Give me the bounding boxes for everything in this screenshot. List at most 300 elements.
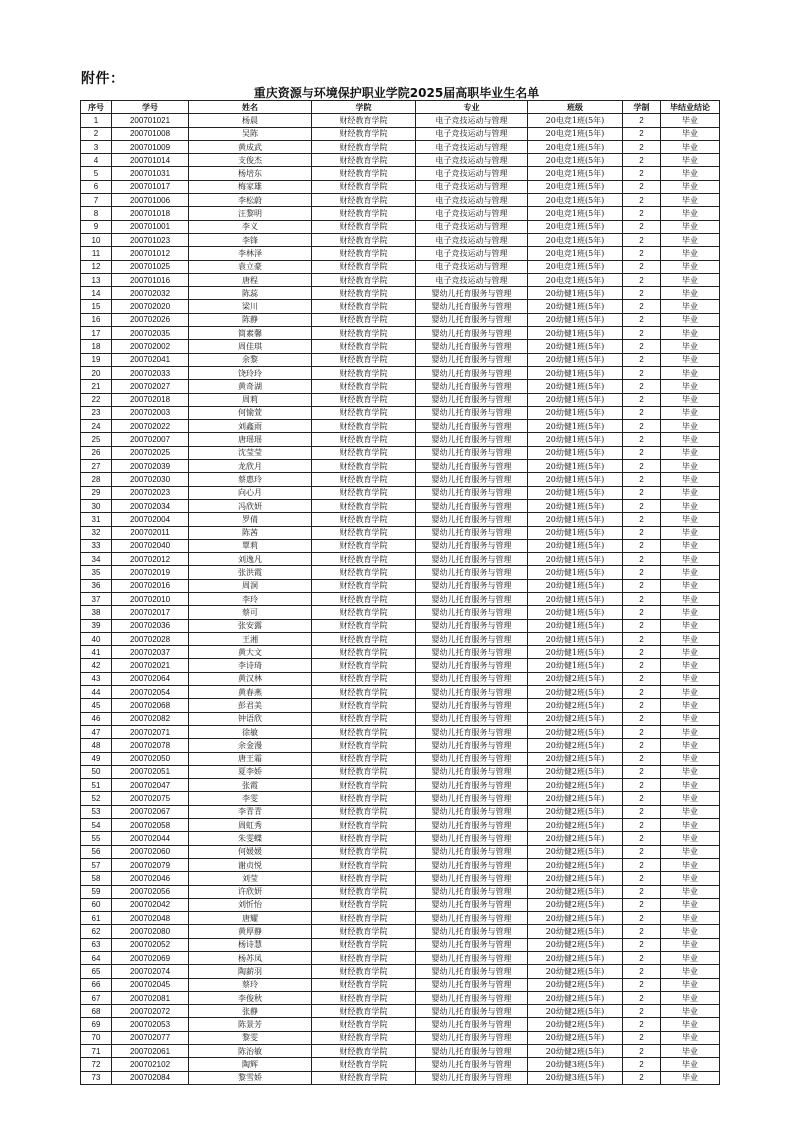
cell-name: 张霞	[189, 779, 312, 792]
cell-no: 48	[81, 739, 112, 752]
cell-student-id: 200702007	[112, 433, 189, 446]
cell-college: 财经教育学院	[312, 619, 416, 632]
cell-college: 财经教育学院	[312, 952, 416, 965]
table-row	[81, 819, 720, 832]
cell-major: 婴幼儿托育服务与管理	[416, 1071, 528, 1084]
cell-major: 婴幼儿托育服务与管理	[416, 912, 528, 925]
cell-no: 18	[81, 340, 112, 353]
table-row	[81, 592, 720, 605]
cell-student-id: 200701006	[112, 194, 189, 207]
table-row	[81, 712, 720, 725]
cell-major: 婴幼儿托育服务与管理	[416, 925, 528, 938]
cell-name: 支俊杰	[189, 154, 312, 167]
table-row	[81, 1018, 720, 1031]
cell-no: 36	[81, 579, 112, 592]
cell-conclusion: 毕业	[661, 167, 720, 180]
cell-no: 5	[81, 167, 112, 180]
cell-no: 45	[81, 699, 112, 712]
cell-term: 2	[623, 978, 661, 991]
cell-student-id: 200702051	[112, 765, 189, 778]
cell-major: 婴幼儿托育服务与管理	[416, 938, 528, 951]
table-row	[81, 699, 720, 712]
cell-term: 2	[623, 154, 661, 167]
cell-term: 2	[623, 1018, 661, 1031]
cell-class: 20幼健2班(5年)	[528, 1018, 623, 1031]
cell-college: 财经教育学院	[312, 260, 416, 273]
col-header-student-id: 学号	[112, 101, 189, 114]
cell-student-id: 200701014	[112, 154, 189, 167]
cell-term: 2	[623, 180, 661, 193]
cell-conclusion: 毕业	[661, 925, 720, 938]
table-row	[81, 247, 720, 260]
cell-major: 婴幼儿托育服务与管理	[416, 420, 528, 433]
cell-name: 周洞	[189, 579, 312, 592]
cell-college: 财经教育学院	[312, 433, 416, 446]
cell-no: 6	[81, 180, 112, 193]
cell-no: 11	[81, 247, 112, 260]
cell-major: 婴幼儿托育服务与管理	[416, 579, 528, 592]
cell-major: 电子竞技运动与管理	[416, 140, 528, 153]
cell-student-id: 200702032	[112, 287, 189, 300]
cell-name: 杨培东	[189, 167, 312, 180]
cell-conclusion: 毕业	[661, 433, 720, 446]
cell-term: 2	[623, 313, 661, 326]
cell-major: 婴幼儿托育服务与管理	[416, 898, 528, 911]
cell-major: 婴幼儿托育服务与管理	[416, 313, 528, 326]
cell-class: 20幼健1班(5年)	[528, 380, 623, 393]
cell-name: 汪黎明	[189, 207, 312, 220]
cell-major: 电子竞技运动与管理	[416, 220, 528, 233]
cell-student-id: 200702022	[112, 420, 189, 433]
cell-conclusion: 毕业	[661, 1045, 720, 1058]
cell-no: 43	[81, 672, 112, 685]
cell-college: 财经教育学院	[312, 420, 416, 433]
table-row	[81, 845, 720, 858]
table-row	[81, 460, 720, 473]
table-row	[81, 340, 720, 353]
cell-class: 20幼健1班(5年)	[528, 513, 623, 526]
table-row	[81, 140, 720, 153]
cell-college: 财经教育学院	[312, 712, 416, 725]
cell-term: 2	[623, 925, 661, 938]
cell-major: 电子竞技运动与管理	[416, 180, 528, 193]
cell-no: 31	[81, 513, 112, 526]
cell-conclusion: 毕业	[661, 752, 720, 765]
cell-no: 33	[81, 539, 112, 552]
cell-major: 婴幼儿托育服务与管理	[416, 446, 528, 459]
cell-name: 黄厚静	[189, 925, 312, 938]
cell-conclusion: 毕业	[661, 725, 720, 738]
cell-conclusion: 毕业	[661, 526, 720, 539]
cell-no: 26	[81, 446, 112, 459]
cell-name: 蔡玲	[189, 978, 312, 991]
cell-class: 20电竞1班(5年)	[528, 140, 623, 153]
cell-term: 2	[623, 526, 661, 539]
cell-major: 婴幼儿托育服务与管理	[416, 686, 528, 699]
cell-class: 20幼健1班(5年)	[528, 473, 623, 486]
table-row	[81, 566, 720, 579]
cell-no: 47	[81, 725, 112, 738]
cell-college: 财经教育学院	[312, 699, 416, 712]
cell-name: 唐程	[189, 273, 312, 286]
table-row	[81, 406, 720, 419]
cell-class: 20幼健1班(5年)	[528, 526, 623, 539]
cell-college: 财经教育学院	[312, 380, 416, 393]
table-row	[81, 1045, 720, 1058]
cell-student-id: 200702026	[112, 313, 189, 326]
cell-name: 黄春燕	[189, 686, 312, 699]
table-row	[81, 779, 720, 792]
cell-name: 梁川	[189, 300, 312, 313]
table-row	[81, 433, 720, 446]
cell-class: 20幼健1班(5年)	[528, 539, 623, 552]
cell-name: 龙欣月	[189, 460, 312, 473]
table-row	[81, 952, 720, 965]
cell-term: 2	[623, 327, 661, 340]
cell-term: 2	[623, 858, 661, 871]
cell-no: 16	[81, 313, 112, 326]
cell-name: 余黎	[189, 353, 312, 366]
cell-term: 2	[623, 619, 661, 632]
cell-college: 财经教育学院	[312, 154, 416, 167]
cell-name: 蔡惠玲	[189, 473, 312, 486]
cell-no: 49	[81, 752, 112, 765]
table-row	[81, 805, 720, 818]
cell-name: 张洪霞	[189, 566, 312, 579]
cell-college: 财经教育学院	[312, 659, 416, 672]
cell-conclusion: 毕业	[661, 127, 720, 140]
cell-no: 67	[81, 991, 112, 1004]
cell-term: 2	[623, 739, 661, 752]
cell-college: 财经教育学院	[312, 313, 416, 326]
cell-no: 59	[81, 885, 112, 898]
table-row	[81, 539, 720, 552]
cell-term: 2	[623, 606, 661, 619]
cell-name: 夏李娇	[189, 765, 312, 778]
cell-major: 婴幼儿托育服务与管理	[416, 353, 528, 366]
table-row	[81, 725, 720, 738]
cell-no: 61	[81, 912, 112, 925]
cell-name: 黄奇湖	[189, 380, 312, 393]
cell-conclusion: 毕业	[661, 393, 720, 406]
cell-name: 蔡可	[189, 606, 312, 619]
cell-major: 婴幼儿托育服务与管理	[416, 832, 528, 845]
table-row	[81, 925, 720, 938]
cell-no: 52	[81, 792, 112, 805]
cell-student-id: 200702041	[112, 353, 189, 366]
cell-term: 2	[623, 486, 661, 499]
cell-student-id: 200702017	[112, 606, 189, 619]
cell-name: 李锋	[189, 233, 312, 246]
cell-name: 简素馨	[189, 327, 312, 340]
cell-no: 54	[81, 819, 112, 832]
cell-term: 2	[623, 300, 661, 313]
cell-class: 20幼健2班(5年)	[528, 858, 623, 871]
cell-no: 69	[81, 1018, 112, 1031]
cell-conclusion: 毕业	[661, 446, 720, 459]
table-row	[81, 1071, 720, 1084]
cell-college: 财经教育学院	[312, 1045, 416, 1058]
cell-name: 饶玲玲	[189, 366, 312, 379]
col-header-major: 专业	[416, 101, 528, 114]
cell-name: 梅家雄	[189, 180, 312, 193]
cell-class: 20幼健1班(5年)	[528, 619, 623, 632]
cell-student-id: 200702003	[112, 406, 189, 419]
cell-student-id: 200702053	[112, 1018, 189, 1031]
cell-conclusion: 毕业	[661, 180, 720, 193]
cell-class: 20幼健2班(5年)	[528, 819, 623, 832]
cell-college: 财经教育学院	[312, 646, 416, 659]
cell-name: 许欣妍	[189, 885, 312, 898]
cell-term: 2	[623, 114, 661, 127]
table-row	[81, 287, 720, 300]
cell-college: 财经教育学院	[312, 233, 416, 246]
cell-college: 财经教育学院	[312, 353, 416, 366]
cell-term: 2	[623, 553, 661, 566]
cell-term: 2	[623, 1005, 661, 1018]
cell-conclusion: 毕业	[661, 845, 720, 858]
cell-college: 财经教育学院	[312, 273, 416, 286]
table-row	[81, 327, 720, 340]
cell-college: 财经教育学院	[312, 686, 416, 699]
cell-name: 杨诗慧	[189, 938, 312, 951]
cell-no: 21	[81, 380, 112, 393]
cell-student-id: 200702072	[112, 1005, 189, 1018]
cell-major: 电子竞技运动与管理	[416, 247, 528, 260]
cell-major: 婴幼儿托育服务与管理	[416, 699, 528, 712]
cell-major: 婴幼儿托育服务与管理	[416, 1018, 528, 1031]
cell-student-id: 200702058	[112, 819, 189, 832]
table-row	[81, 526, 720, 539]
table-row	[81, 114, 720, 127]
cell-conclusion: 毕业	[661, 978, 720, 991]
cell-no: 22	[81, 393, 112, 406]
cell-student-id: 200701008	[112, 127, 189, 140]
cell-name: 黄大文	[189, 646, 312, 659]
cell-name: 李俊秋	[189, 991, 312, 1004]
cell-student-id: 200702046	[112, 872, 189, 885]
cell-name: 李林泽	[189, 247, 312, 260]
cell-no: 41	[81, 646, 112, 659]
cell-term: 2	[623, 1031, 661, 1044]
cell-class: 20幼健1班(5年)	[528, 646, 623, 659]
cell-student-id: 200702025	[112, 446, 189, 459]
cell-no: 40	[81, 632, 112, 645]
cell-term: 2	[623, 725, 661, 738]
table-row	[81, 1005, 720, 1018]
cell-name: 唐瑶瑶	[189, 433, 312, 446]
cell-major: 婴幼儿托育服务与管理	[416, 606, 528, 619]
cell-major: 婴幼儿托育服务与管理	[416, 672, 528, 685]
cell-no: 56	[81, 845, 112, 858]
cell-class: 20幼健1班(5年)	[528, 579, 623, 592]
cell-student-id: 200702081	[112, 991, 189, 1004]
cell-student-id: 200702080	[112, 925, 189, 938]
cell-class: 20幼健1班(5年)	[528, 406, 623, 419]
cell-major: 电子竞技运动与管理	[416, 260, 528, 273]
cell-term: 2	[623, 1045, 661, 1058]
cell-student-id: 200702004	[112, 513, 189, 526]
cell-conclusion: 毕业	[661, 499, 720, 512]
cell-student-id: 200702045	[112, 978, 189, 991]
cell-no: 65	[81, 965, 112, 978]
cell-conclusion: 毕业	[661, 858, 720, 871]
cell-term: 2	[623, 194, 661, 207]
cell-name: 谢贞悦	[189, 858, 312, 871]
table-row	[81, 686, 720, 699]
cell-term: 2	[623, 247, 661, 260]
table-row	[81, 632, 720, 645]
cell-name: 刘忻怡	[189, 898, 312, 911]
cell-no: 7	[81, 194, 112, 207]
cell-term: 2	[623, 353, 661, 366]
cell-term: 2	[623, 127, 661, 140]
cell-term: 2	[623, 699, 661, 712]
table-row	[81, 220, 720, 233]
table-row	[81, 393, 720, 406]
cell-term: 2	[623, 167, 661, 180]
cell-major: 婴幼儿托育服务与管理	[416, 486, 528, 499]
cell-student-id: 200702016	[112, 579, 189, 592]
table-row	[81, 579, 720, 592]
table-row	[81, 499, 720, 512]
cell-no: 62	[81, 925, 112, 938]
cell-class: 20幼健3班(5年)	[528, 1058, 623, 1071]
cell-class: 20幼健2班(5年)	[528, 779, 623, 792]
cell-major: 婴幼儿托育服务与管理	[416, 779, 528, 792]
cell-name: 沈莹莹	[189, 446, 312, 459]
cell-class: 20幼健1班(5年)	[528, 553, 623, 566]
table-row	[81, 739, 720, 752]
cell-college: 财经教育学院	[312, 327, 416, 340]
cell-no: 60	[81, 898, 112, 911]
cell-no: 28	[81, 473, 112, 486]
cell-student-id: 200701023	[112, 233, 189, 246]
cell-college: 财经教育学院	[312, 1005, 416, 1018]
col-header-name: 姓名	[189, 101, 312, 114]
cell-college: 财经教育学院	[312, 473, 416, 486]
cell-name: 陈静	[189, 313, 312, 326]
cell-name: 杨晨	[189, 114, 312, 127]
cell-conclusion: 毕业	[661, 380, 720, 393]
cell-conclusion: 毕业	[661, 792, 720, 805]
cell-conclusion: 毕业	[661, 260, 720, 273]
cell-student-id: 200702011	[112, 526, 189, 539]
table-header-row	[81, 101, 720, 114]
cell-no: 14	[81, 287, 112, 300]
cell-student-id: 200702033	[112, 366, 189, 379]
cell-class: 20电竞1班(5年)	[528, 260, 623, 273]
cell-class: 20幼健2班(5年)	[528, 938, 623, 951]
cell-conclusion: 毕业	[661, 406, 720, 419]
cell-class: 20幼健2班(5年)	[528, 1005, 623, 1018]
cell-class: 20幼健2班(5年)	[528, 725, 623, 738]
cell-major: 婴幼儿托育服务与管理	[416, 792, 528, 805]
cell-name: 黎雪娇	[189, 1071, 312, 1084]
cell-major: 婴幼儿托育服务与管理	[416, 765, 528, 778]
cell-term: 2	[623, 592, 661, 605]
table-row	[81, 194, 720, 207]
cell-no: 3	[81, 140, 112, 153]
cell-major: 婴幼儿托育服务与管理	[416, 393, 528, 406]
cell-student-id: 200702027	[112, 380, 189, 393]
cell-conclusion: 毕业	[661, 539, 720, 552]
cell-student-id: 200702061	[112, 1045, 189, 1058]
cell-major: 婴幼儿托育服务与管理	[416, 499, 528, 512]
cell-term: 2	[623, 207, 661, 220]
cell-no: 30	[81, 499, 112, 512]
table-row	[81, 154, 720, 167]
cell-college: 财经教育学院	[312, 792, 416, 805]
cell-class: 20幼健1班(5年)	[528, 353, 623, 366]
cell-class: 20幼健2班(5年)	[528, 885, 623, 898]
cell-conclusion: 毕业	[661, 154, 720, 167]
cell-name: 周佳琪	[189, 340, 312, 353]
cell-major: 婴幼儿托育服务与管理	[416, 380, 528, 393]
cell-conclusion: 毕业	[661, 1058, 720, 1071]
cell-term: 2	[623, 686, 661, 699]
cell-class: 20幼健2班(5年)	[528, 765, 623, 778]
cell-no: 25	[81, 433, 112, 446]
cell-college: 财经教育学院	[312, 991, 416, 1004]
table-row	[81, 273, 720, 286]
cell-conclusion: 毕业	[661, 140, 720, 153]
cell-name: 王湘	[189, 632, 312, 645]
cell-no: 2	[81, 127, 112, 140]
cell-student-id: 200702028	[112, 632, 189, 645]
col-header-college: 学院	[312, 101, 416, 114]
cell-class: 20幼健2班(5年)	[528, 925, 623, 938]
cell-class: 20幼健2班(5年)	[528, 792, 623, 805]
cell-class: 20电竞1班(5年)	[528, 114, 623, 127]
cell-conclusion: 毕业	[661, 739, 720, 752]
cell-conclusion: 毕业	[661, 672, 720, 685]
cell-college: 财经教育学院	[312, 393, 416, 406]
cell-major: 婴幼儿托育服务与管理	[416, 340, 528, 353]
cell-major: 电子竞技运动与管理	[416, 194, 528, 207]
cell-student-id: 200701009	[112, 140, 189, 153]
cell-student-id: 200701012	[112, 247, 189, 260]
cell-conclusion: 毕业	[661, 420, 720, 433]
cell-term: 2	[623, 340, 661, 353]
cell-student-id: 200701017	[112, 180, 189, 193]
cell-major: 婴幼儿托育服务与管理	[416, 991, 528, 1004]
cell-major: 婴幼儿托育服务与管理	[416, 460, 528, 473]
cell-major: 婴幼儿托育服务与管理	[416, 885, 528, 898]
cell-no: 4	[81, 154, 112, 167]
cell-student-id: 200702021	[112, 659, 189, 672]
table-row	[81, 380, 720, 393]
cell-student-id: 200702060	[112, 845, 189, 858]
cell-term: 2	[623, 233, 661, 246]
table-row	[81, 300, 720, 313]
cell-no: 70	[81, 1031, 112, 1044]
cell-name: 陈治敏	[189, 1045, 312, 1058]
cell-no: 73	[81, 1071, 112, 1084]
table-row	[81, 473, 720, 486]
cell-conclusion: 毕业	[661, 287, 720, 300]
cell-class: 20幼健1班(5年)	[528, 566, 623, 579]
cell-class: 20幼健1班(5年)	[528, 300, 623, 313]
col-header-no: 序号	[81, 101, 112, 114]
cell-term: 2	[623, 499, 661, 512]
cell-class: 20幼健3班(5年)	[528, 1071, 623, 1084]
cell-no: 8	[81, 207, 112, 220]
cell-name: 周虹秀	[189, 819, 312, 832]
cell-college: 财经教育学院	[312, 672, 416, 685]
col-header-term: 学制	[623, 101, 661, 114]
cell-conclusion: 毕业	[661, 606, 720, 619]
